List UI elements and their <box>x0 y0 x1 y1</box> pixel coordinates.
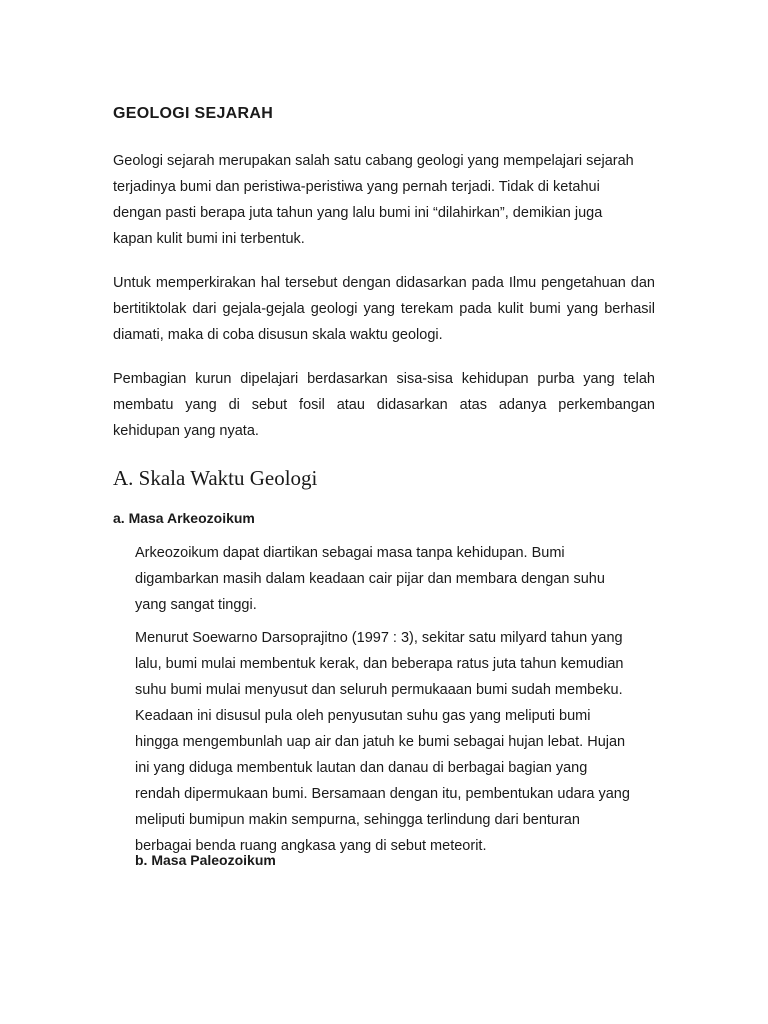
document-title: GEOLOGI SEJARAH <box>113 105 274 122</box>
paragraph-2: Untuk memperkirakan hal tersebut dengan didasarkan pada Ilmu pengetahuan dan bertitiktolak dari gejala-gejala geologi yang terekam pada kulit bumi yang berhasil diamati, maka di coba disusun skala waktu geologi. <box>113 275 655 343</box>
arkeozoikum-paragraph-2 <box>135 625 665 859</box>
paragraph-line: berbagai benda ruang angkasa yang di sebut meteorit. <box>135 838 487 854</box>
paragraph-line: yang sangat tinggi. <box>135 597 257 613</box>
paragraph-line: hingga mengembunlah uap air dan jatuh ke bumi sebagai hujan lebat. Hujan <box>135 734 626 750</box>
paragraph-line: kapan kulit bumi ini terbentuk. <box>113 231 305 247</box>
paragraph-line: digambarkan masih dalam keadaan cair pijar dan membara dengan suhu <box>135 571 605 587</box>
paragraph-line: Menurut Soewarno Darsoprajitno (1997 : 3), sekitar satu milyard tahun yang <box>135 630 623 646</box>
intro-paragraph <box>113 148 655 252</box>
paragraph-line: dengan pasti berapa juta tahun yang lalu bumi ini “dilahirkan”, demikian juga <box>113 205 603 221</box>
subsection-heading-paleozoikum: b. Masa Paleozoikum <box>135 852 276 868</box>
arkeozoikum-paragraph-1 <box>135 540 665 618</box>
paragraph-line: rendah dipermukaan bumi. Bersamaan dengan itu, pembentukan udara yang <box>135 786 630 802</box>
paragraph-line: ini yang diduga membentuk lautan dan danau di berbagai bagian yang <box>135 760 588 776</box>
paragraph-line: suhu bumi mulai menyusut dan seluruh permukaaan bumi sudah membeku. <box>135 682 623 698</box>
subsection-heading-arkeozoikum: a. Masa Arkeozoikum <box>113 510 255 526</box>
paragraph-line: terjadinya bumi dan peristiwa-peristiwa yang pernah terjadi. Tidak di ketahui <box>113 179 600 195</box>
paragraph-line: meliputi bumipun makin sempurna, sehingga terlindung dari benturan <box>135 812 580 828</box>
paragraph-line: lalu, bumi mulai membentuk kerak, dan beberapa ratus juta tahun kemudian <box>135 656 624 672</box>
paragraph-line: Geologi sejarah merupakan salah satu cabang geologi yang mempelajari sejarah <box>113 153 634 169</box>
paragraph-line: Arkeozoikum dapat diartikan sebagai masa tanpa kehidupan. Bumi <box>135 545 565 561</box>
paragraph-line: Keadaan ini disusul pula oleh penyusutan suhu gas yang meliputi bumi <box>135 708 591 724</box>
section-heading: A. Skala Waktu Geologi <box>113 466 318 490</box>
paragraph-3: Pembagian kurun dipelajari berdasarkan sisa-sisa kehidupan purba yang telah membatu yang di sebut fosil atau didasarkan atas adanya perkembangan kehidupan yang nyata. <box>113 371 655 439</box>
